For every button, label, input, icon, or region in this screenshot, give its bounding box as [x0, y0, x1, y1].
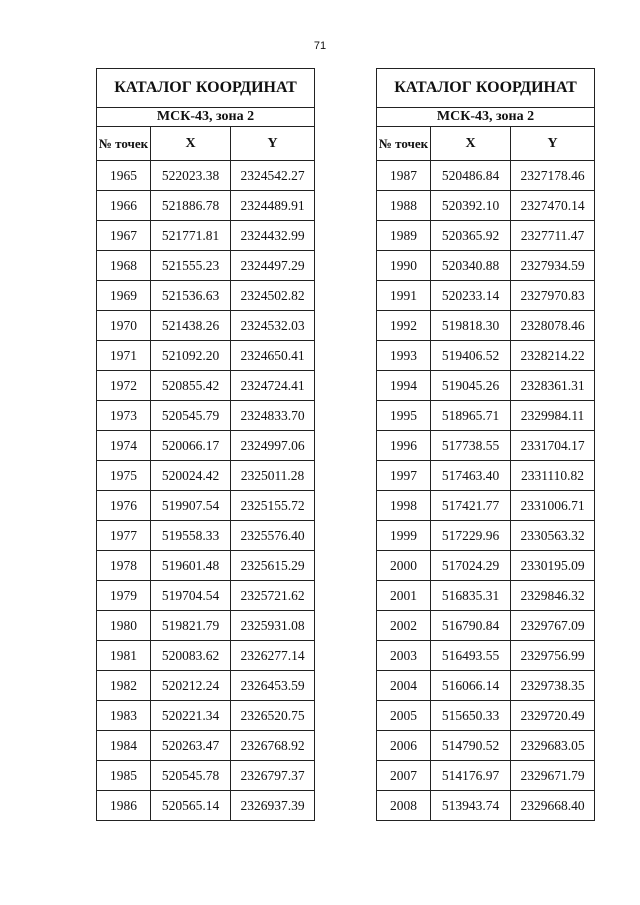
point-number-cell: 1986: [97, 791, 151, 821]
y-coordinate-cell: 2327934.59: [511, 251, 595, 281]
page-number: 71: [313, 40, 327, 52]
point-number-cell: 1973: [97, 401, 151, 431]
table-row: [97, 581, 315, 611]
point-number-cell: 1968: [97, 251, 151, 281]
point-number-cell: 1974: [97, 431, 151, 461]
y-coordinate-cell: 2327970.83: [511, 281, 595, 311]
x-coordinate-cell: 520486.84: [431, 161, 511, 191]
x-coordinate-cell: 520066.17: [151, 431, 231, 461]
table-row: [377, 221, 595, 251]
table-row: [97, 401, 315, 431]
y-coordinate-cell: 2330195.09: [511, 551, 595, 581]
table-row: [97, 701, 315, 731]
point-number-cell: 2005: [377, 701, 431, 731]
y-coordinate-cell: 2326937.39: [231, 791, 315, 821]
point-number-cell: 1994: [377, 371, 431, 401]
y-coordinate-cell: 2329984.11: [511, 401, 595, 431]
table-row: [377, 701, 595, 731]
x-coordinate-cell: 516790.84: [431, 611, 511, 641]
point-number-cell: 1972: [97, 371, 151, 401]
y-coordinate-cell: 2329767.09: [511, 611, 595, 641]
x-coordinate-cell: 515650.33: [431, 701, 511, 731]
point-number-cell: 2006: [377, 731, 431, 761]
table-row: [97, 551, 315, 581]
point-number-cell: 1977: [97, 521, 151, 551]
x-coordinate-cell: 519821.79: [151, 611, 231, 641]
point-number-cell: 1997: [377, 461, 431, 491]
table-row: [97, 521, 315, 551]
table-row: [377, 431, 595, 461]
x-coordinate-cell: 521092.20: [151, 341, 231, 371]
x-coordinate-cell: 514176.97: [431, 761, 511, 791]
point-number-cell: 1988: [377, 191, 431, 221]
catalog-title: КАТАЛОГ КООРДИНАТ: [377, 69, 595, 108]
y-coordinate-cell: 2329720.49: [511, 701, 595, 731]
table-row: [97, 461, 315, 491]
point-number-cell: 1992: [377, 311, 431, 341]
catalog-subtitle: МСК-43, зона 2: [377, 108, 595, 127]
table-row: [377, 161, 595, 191]
coordinate-catalog-table-right: [376, 68, 595, 821]
x-coordinate-cell: 519045.26: [431, 371, 511, 401]
y-coordinate-cell: 2324489.91: [231, 191, 315, 221]
x-coordinate-cell: 520221.34: [151, 701, 231, 731]
x-coordinate-cell: 517229.96: [431, 521, 511, 551]
point-number-cell: 1967: [97, 221, 151, 251]
catalog-subtitle: МСК-43, зона 2: [97, 108, 315, 127]
x-coordinate-cell: 520212.24: [151, 671, 231, 701]
point-number-cell: 1976: [97, 491, 151, 521]
point-number-cell: 1979: [97, 581, 151, 611]
table-row: [97, 251, 315, 281]
table-row: [97, 281, 315, 311]
y-coordinate-cell: 2329756.99: [511, 641, 595, 671]
x-coordinate-cell: 513943.74: [431, 791, 511, 821]
x-coordinate-cell: 520565.14: [151, 791, 231, 821]
point-number-cell: 1987: [377, 161, 431, 191]
x-coordinate-cell: 520855.42: [151, 371, 231, 401]
y-coordinate-cell: 2325576.40: [231, 521, 315, 551]
table-row: [97, 191, 315, 221]
y-coordinate-cell: 2331006.71: [511, 491, 595, 521]
point-number-cell: 1971: [97, 341, 151, 371]
y-coordinate-cell: 2325931.08: [231, 611, 315, 641]
point-number-cell: 2002: [377, 611, 431, 641]
header-x: X: [151, 127, 231, 161]
table-row: [377, 521, 595, 551]
y-coordinate-cell: 2328214.22: [511, 341, 595, 371]
point-number-cell: 1982: [97, 671, 151, 701]
y-coordinate-cell: 2328078.46: [511, 311, 595, 341]
x-coordinate-cell: 520545.79: [151, 401, 231, 431]
y-coordinate-cell: 2328361.31: [511, 371, 595, 401]
table-row: [377, 581, 595, 611]
point-number-cell: 1991: [377, 281, 431, 311]
table-row: [97, 671, 315, 701]
y-coordinate-cell: 2324724.41: [231, 371, 315, 401]
table-row: [377, 401, 595, 431]
x-coordinate-cell: 516493.55: [431, 641, 511, 671]
x-coordinate-cell: 519601.48: [151, 551, 231, 581]
point-number-cell: 1983: [97, 701, 151, 731]
table-row: [377, 551, 595, 581]
y-coordinate-cell: 2324997.06: [231, 431, 315, 461]
table-row: [377, 281, 595, 311]
y-coordinate-cell: 2329671.79: [511, 761, 595, 791]
header-x: X: [431, 127, 511, 161]
x-coordinate-cell: 520024.42: [151, 461, 231, 491]
y-coordinate-cell: 2326277.14: [231, 641, 315, 671]
y-coordinate-cell: 2325011.28: [231, 461, 315, 491]
y-coordinate-cell: 2324532.03: [231, 311, 315, 341]
x-coordinate-cell: 519818.30: [431, 311, 511, 341]
point-number-cell: 1980: [97, 611, 151, 641]
y-coordinate-cell: 2329738.35: [511, 671, 595, 701]
table-row: [97, 161, 315, 191]
y-coordinate-cell: 2324833.70: [231, 401, 315, 431]
x-coordinate-cell: 519558.33: [151, 521, 231, 551]
point-number-cell: 2007: [377, 761, 431, 791]
table-row: [97, 641, 315, 671]
table-row: [377, 491, 595, 521]
table-row: [377, 371, 595, 401]
point-number-cell: 1990: [377, 251, 431, 281]
y-coordinate-cell: 2324650.41: [231, 341, 315, 371]
x-coordinate-cell: 521886.78: [151, 191, 231, 221]
table-row: [97, 431, 315, 461]
table-row: [97, 341, 315, 371]
table-row: [377, 641, 595, 671]
header-point-number: № точек: [377, 127, 431, 161]
point-number-cell: 1975: [97, 461, 151, 491]
y-coordinate-cell: 2327711.47: [511, 221, 595, 251]
point-number-cell: 1996: [377, 431, 431, 461]
y-coordinate-cell: 2327470.14: [511, 191, 595, 221]
header-point-number: № точек: [97, 127, 151, 161]
x-coordinate-cell: 517024.29: [431, 551, 511, 581]
point-number-cell: 2004: [377, 671, 431, 701]
table-row: [377, 461, 595, 491]
table-row: [377, 671, 595, 701]
table-row: [377, 191, 595, 221]
x-coordinate-cell: 521771.81: [151, 221, 231, 251]
x-coordinate-cell: 516835.31: [431, 581, 511, 611]
y-coordinate-cell: 2324542.27: [231, 161, 315, 191]
y-coordinate-cell: 2324432.99: [231, 221, 315, 251]
x-coordinate-cell: 520340.88: [431, 251, 511, 281]
x-coordinate-cell: 520392.10: [431, 191, 511, 221]
x-coordinate-cell: 514790.52: [431, 731, 511, 761]
table-row: [377, 311, 595, 341]
header-y: Y: [511, 127, 595, 161]
point-number-cell: 1995: [377, 401, 431, 431]
y-coordinate-cell: 2325155.72: [231, 491, 315, 521]
table-row: [377, 341, 595, 371]
x-coordinate-cell: 521438.26: [151, 311, 231, 341]
x-coordinate-cell: 521555.23: [151, 251, 231, 281]
point-number-cell: 1981: [97, 641, 151, 671]
point-number-cell: 1970: [97, 311, 151, 341]
x-coordinate-cell: 516066.14: [431, 671, 511, 701]
x-coordinate-cell: 520545.78: [151, 761, 231, 791]
x-coordinate-cell: 519406.52: [431, 341, 511, 371]
x-coordinate-cell: 517463.40: [431, 461, 511, 491]
point-number-cell: 1999: [377, 521, 431, 551]
y-coordinate-cell: 2324497.29: [231, 251, 315, 281]
table-row: [377, 761, 595, 791]
y-coordinate-cell: 2327178.46: [511, 161, 595, 191]
y-coordinate-cell: 2326453.59: [231, 671, 315, 701]
y-coordinate-cell: 2326797.37: [231, 761, 315, 791]
y-coordinate-cell: 2329846.32: [511, 581, 595, 611]
point-number-cell: 1998: [377, 491, 431, 521]
table-body: [377, 161, 595, 821]
point-number-cell: 2001: [377, 581, 431, 611]
y-coordinate-cell: 2326520.75: [231, 701, 315, 731]
x-coordinate-cell: 519704.54: [151, 581, 231, 611]
y-coordinate-cell: 2331110.82: [511, 461, 595, 491]
table-row: [97, 761, 315, 791]
table-row: [377, 611, 595, 641]
x-coordinate-cell: 517738.55: [431, 431, 511, 461]
header-y: Y: [231, 127, 315, 161]
y-coordinate-cell: 2324502.82: [231, 281, 315, 311]
table-row: [97, 221, 315, 251]
x-coordinate-cell: 518965.71: [431, 401, 511, 431]
point-number-cell: 1965: [97, 161, 151, 191]
y-coordinate-cell: 2329668.40: [511, 791, 595, 821]
point-number-cell: 1985: [97, 761, 151, 791]
point-number-cell: 1969: [97, 281, 151, 311]
point-number-cell: 1989: [377, 221, 431, 251]
y-coordinate-cell: 2331704.17: [511, 431, 595, 461]
catalog-title: КАТАЛОГ КООРДИНАТ: [97, 69, 315, 108]
point-number-cell: 2000: [377, 551, 431, 581]
x-coordinate-cell: 520263.47: [151, 731, 231, 761]
x-coordinate-cell: 520083.62: [151, 641, 231, 671]
x-coordinate-cell: 520233.14: [431, 281, 511, 311]
table-body: [97, 161, 315, 821]
x-coordinate-cell: 519907.54: [151, 491, 231, 521]
table-row: [97, 371, 315, 401]
coordinate-catalog-table-left: [96, 68, 315, 821]
point-number-cell: 1978: [97, 551, 151, 581]
x-coordinate-cell: 521536.63: [151, 281, 231, 311]
y-coordinate-cell: 2325615.29: [231, 551, 315, 581]
table-row: [97, 791, 315, 821]
table-row: [377, 251, 595, 281]
point-number-cell: 1993: [377, 341, 431, 371]
y-coordinate-cell: 2330563.32: [511, 521, 595, 551]
x-coordinate-cell: 522023.38: [151, 161, 231, 191]
y-coordinate-cell: 2326768.92: [231, 731, 315, 761]
x-coordinate-cell: 520365.92: [431, 221, 511, 251]
y-coordinate-cell: 2329683.05: [511, 731, 595, 761]
point-number-cell: 1984: [97, 731, 151, 761]
x-coordinate-cell: 517421.77: [431, 491, 511, 521]
table-row: [377, 791, 595, 821]
table-row: [97, 311, 315, 341]
y-coordinate-cell: 2325721.62: [231, 581, 315, 611]
table-row: [97, 491, 315, 521]
table-row: [377, 731, 595, 761]
table-row: [97, 611, 315, 641]
point-number-cell: 1966: [97, 191, 151, 221]
point-number-cell: 2008: [377, 791, 431, 821]
table-row: [97, 731, 315, 761]
point-number-cell: 2003: [377, 641, 431, 671]
